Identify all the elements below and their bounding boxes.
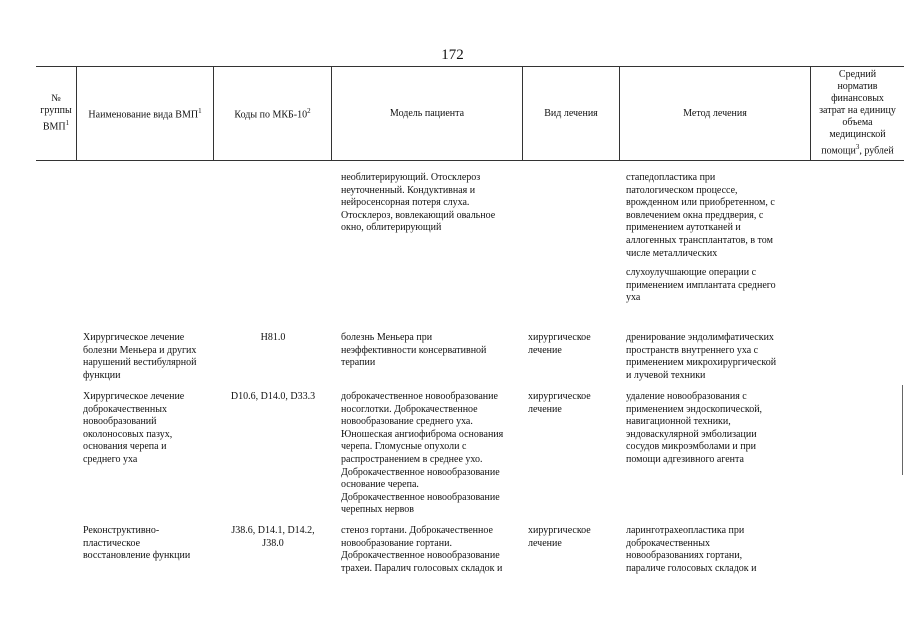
cell-line: слухоулучшающие операции с — [626, 267, 757, 278]
cell-line: параличе голосовых складок и — [626, 562, 757, 574]
cell-line: хирургическое — [528, 332, 591, 343]
cell-line: сосудов микроэмболами и при — [626, 441, 756, 453]
treatment-method-cell — [626, 391, 791, 467]
cell-line: пространств внутреннего уха с — [626, 344, 759, 356]
cell-line: основание черепа. — [341, 479, 419, 491]
footnote-mark: 3 — [855, 143, 860, 151]
cell-line: лечение — [528, 403, 562, 415]
cell-line: болезни Меньера и других — [83, 344, 197, 356]
header-text: затрат на единицу — [819, 105, 896, 116]
cell-line: H81.0 — [260, 332, 286, 343]
cell-line: D10.6, D14.0, D33.3 — [230, 391, 316, 402]
cell-line: основания черепа и — [83, 441, 167, 453]
cell-line: нейросенсорная потеря слуха. — [341, 197, 470, 209]
cell-line: доброкачественное новообразование — [341, 391, 498, 402]
cell-line: вовлечением окна преддверия, с — [626, 209, 764, 221]
header-text: , рублей — [859, 145, 894, 157]
cell-line: новообразование гортани. — [341, 537, 452, 549]
header-text: Вид лечения — [544, 107, 598, 119]
cell-line: J38.0 — [262, 537, 284, 549]
cell-line: неуточненный. Кондуктивная и — [341, 184, 476, 196]
cell-line: хирургическое — [528, 525, 591, 536]
cell-line: Отосклероз, вовлекающий овальное — [341, 209, 496, 221]
icd-codes-cell — [222, 391, 324, 404]
cell-line: болезнь Меньера при — [341, 332, 433, 343]
cell-line: восстановление функции — [83, 550, 191, 562]
header-text: группы — [40, 105, 72, 117]
cell-line: помощи адгезивного агента — [626, 453, 744, 465]
cell-line: Доброкачественное новообразование — [341, 466, 500, 478]
cell-line: новообразований — [83, 416, 157, 428]
footnote-mark: 1 — [65, 119, 70, 128]
header-text: Средний — [838, 69, 877, 80]
cell-line: лечение — [528, 344, 562, 356]
cell-line: дренирование эндолимфатических — [626, 332, 774, 343]
patient-model-cell — [341, 172, 521, 235]
patient-model-cell — [341, 391, 521, 517]
vmp-name-cell — [83, 391, 211, 467]
cell-line: навигационной техники, — [626, 416, 731, 428]
cell-line: доброкачественных — [83, 403, 167, 415]
header-text: объема — [842, 117, 873, 128]
cell-line: нарушений вестибулярной — [83, 357, 197, 369]
cell-line: ларинготрахеопластика при — [626, 525, 745, 536]
treatment-kind-cell — [528, 332, 608, 357]
header-treatment-method — [620, 67, 811, 160]
page-number: 172 — [441, 47, 464, 63]
cell-line: применением микрохирургической — [626, 357, 777, 369]
cell-line: применением имплантата среднего — [626, 279, 776, 291]
header-text: Модель пациента — [389, 107, 465, 119]
cell-line: J38.6, D14.1, D14.2, — [231, 525, 315, 536]
cell-line: патологическом процессе, — [626, 184, 738, 196]
icd-codes-cell — [222, 332, 324, 345]
cell-line: носоглотки. Доброкачественное — [341, 403, 478, 415]
header-patient-model — [332, 67, 523, 160]
cell-line: Хирургическое лечение — [83, 391, 185, 402]
header-cost-standard — [811, 67, 904, 160]
scan-edge-mark — [902, 385, 903, 475]
table-header — [36, 66, 904, 161]
patient-model-cell — [341, 525, 521, 575]
cell-line: Реконструктивно- — [83, 525, 160, 536]
treatment-method-cell — [626, 267, 791, 305]
cell-line: новообразованиях гортани, — [626, 550, 743, 562]
treatment-method-cell — [626, 172, 791, 260]
header-text: медицинской — [829, 129, 886, 140]
vmp-name-cell — [83, 332, 211, 382]
cell-line: хирургическое — [528, 391, 591, 402]
treatment-method-cell — [626, 332, 791, 382]
treatment-kind-cell — [528, 391, 608, 416]
footnote-mark: 1 — [198, 107, 202, 116]
cell-line: необлитерирующий. Отосклероз — [341, 172, 481, 183]
header-group-number — [36, 67, 77, 160]
cell-line: применением эндоскопической, — [626, 403, 763, 415]
footnote-mark: 2 — [307, 107, 311, 116]
header-text: № — [51, 93, 61, 105]
cell-line: окно, облитерирующий — [341, 222, 442, 234]
cell-line: неэффективности консервативной — [341, 344, 487, 356]
cell-line: терапии — [341, 357, 376, 369]
cell-line: врожденном или приобретенном, с — [626, 197, 775, 209]
cell-line: удаление новообразования с — [626, 391, 747, 402]
treatment-kind-cell — [528, 525, 608, 550]
header-text: ВМП — [42, 121, 66, 133]
icd-codes-cell — [222, 525, 324, 550]
cell-line: пластическое — [83, 537, 141, 549]
cell-line: лечение — [528, 537, 562, 549]
cell-line: стеноз гортани. Доброкачественное — [341, 525, 493, 536]
cell-line: черепных нервов — [341, 504, 414, 516]
treatment-method-cell — [626, 525, 791, 575]
cell-line: трахеи. Паралич голосовых складок и — [341, 562, 503, 574]
header-text: норматив — [837, 81, 878, 92]
cell-line: Хирургическое лечение — [83, 332, 185, 343]
cell-line: стапедопластика при — [626, 172, 716, 183]
header-treatment-kind — [523, 67, 620, 160]
header-icd-codes — [214, 67, 332, 160]
cell-line: эндоваскулярной эмболизации — [626, 428, 757, 440]
cell-line: числе металлических — [626, 247, 718, 259]
patient-model-cell — [341, 332, 521, 370]
cell-line: и лучевой техники — [626, 369, 706, 381]
cell-line: Доброкачественное новообразование — [341, 550, 500, 562]
cell-line: среднего уха — [83, 453, 138, 465]
vmp-name-cell — [83, 525, 211, 563]
cell-line: Доброкачественное новообразование — [341, 491, 500, 503]
cell-line: новообразование среднего уха. — [341, 416, 473, 428]
cell-line: Юношеская ангиофиброма основания — [341, 428, 504, 440]
cell-line: доброкачественных — [626, 537, 710, 549]
header-text: помощи — [821, 145, 856, 157]
header-text: Коды по МКБ-10 — [234, 109, 308, 121]
cell-line: уха — [626, 292, 641, 304]
cell-line: аллогенных трансплантатов, в том — [626, 234, 773, 246]
header-text: Наименование вида ВМП — [88, 109, 199, 121]
medical-table — [36, 66, 904, 574]
cell-line: распространением в среднее ухо. — [341, 453, 483, 465]
header-text: финансовых — [831, 93, 884, 104]
cell-line: черепа. Гломусные опухоли с — [341, 441, 467, 453]
cell-line: околоносовых пазух, — [83, 428, 173, 440]
header-vmp-name — [77, 67, 214, 160]
header-text: Метод лечения — [683, 107, 747, 119]
cell-line: применением аутотканей и — [626, 222, 741, 234]
cell-line: функции — [83, 369, 121, 381]
